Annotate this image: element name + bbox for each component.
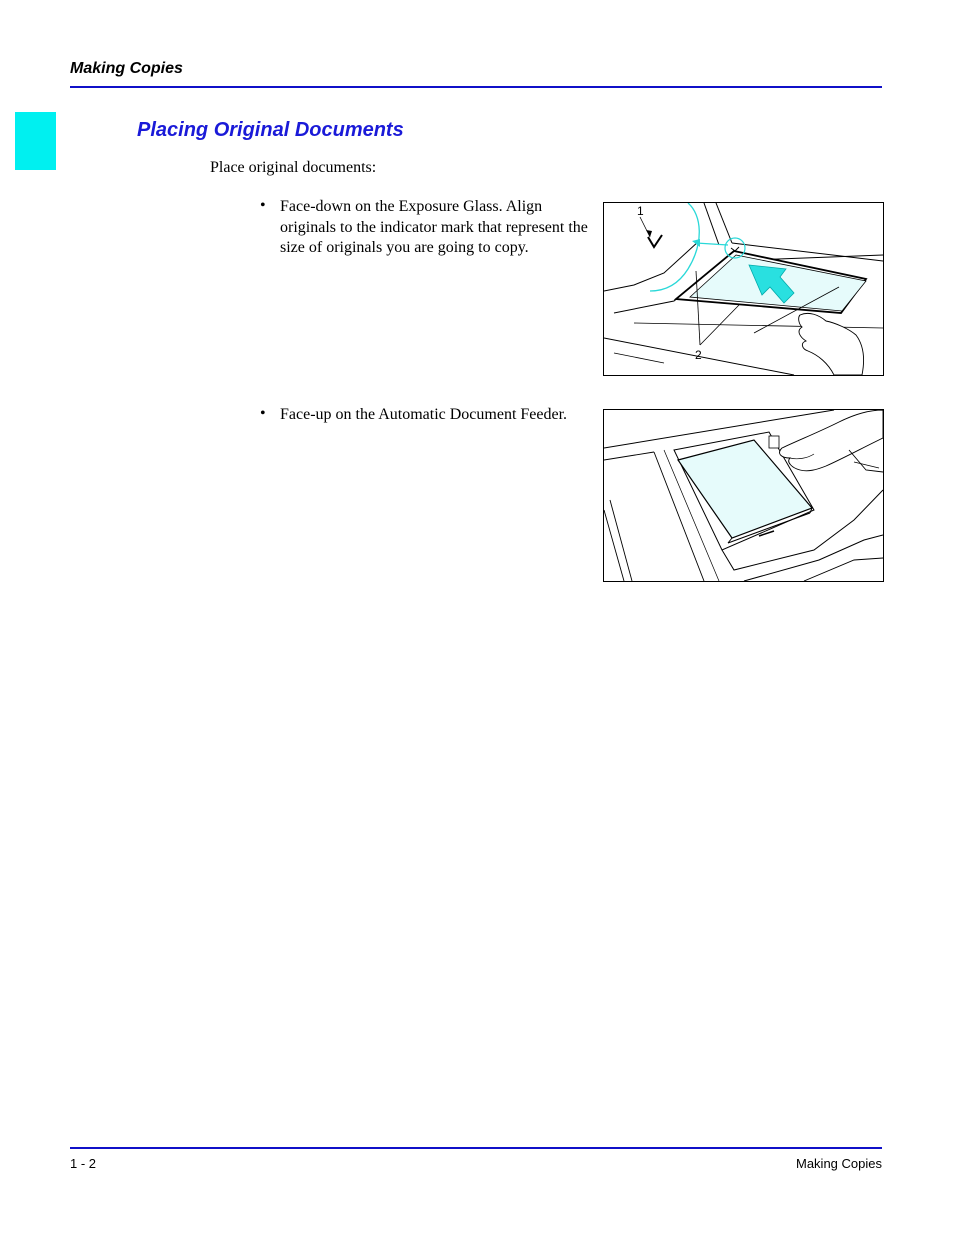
footer-page-number: 1 - 2 — [70, 1156, 97, 1171]
bullet-text: Face-down on the Exposure Glass. Align originals to the indicator mark that represent the size of originals you are going to copy. — [280, 198, 588, 256]
chapter-tab-marker — [15, 112, 56, 170]
callout-2-label: 2 — [695, 348, 702, 362]
intro-text: Place original documents: — [210, 159, 377, 176]
running-header-title: Making Copies — [70, 60, 183, 77]
callout-1-label: 1 — [637, 204, 644, 218]
bullet-item-face-up — [260, 405, 595, 426]
header-rule — [70, 86, 882, 88]
exposure-glass-illustration — [603, 202, 884, 376]
bullet-text: Face-up on the Automatic Document Feeder. — [280, 406, 568, 423]
bullet-dot-icon: • — [260, 405, 266, 422]
bullet-item-face-down — [260, 197, 595, 259]
section-title: Placing Original Documents — [137, 119, 404, 141]
footer-rule — [70, 1147, 882, 1149]
footer-chapter-title: Making Copies — [796, 1156, 882, 1171]
document-feeder-illustration — [603, 409, 884, 582]
bullet-dot-icon: • — [260, 197, 266, 214]
